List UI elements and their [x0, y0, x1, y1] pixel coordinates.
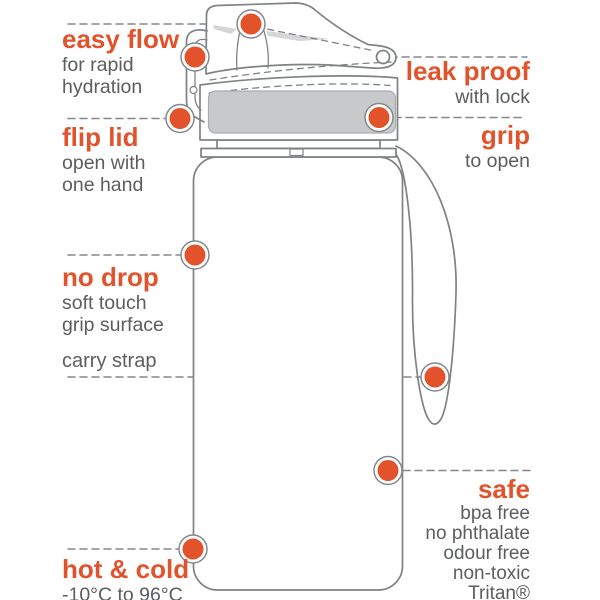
callout-dot-flip-lid — [166, 105, 194, 133]
hinge-pin — [377, 51, 390, 64]
neck-tab — [290, 149, 303, 156]
flip-lid-line-1: open with — [62, 152, 146, 174]
hot-cold-title: hot & cold — [62, 554, 190, 584]
neck-ring-upper — [217, 140, 380, 149]
callout-safe — [425, 474, 530, 600]
grip-title: grip — [480, 120, 530, 150]
safe-title: safe — [477, 474, 530, 504]
easy-flow-line-2: hydration — [62, 76, 143, 98]
callout-dot-leak-proof — [181, 43, 209, 71]
easy-flow-line-1: for rapid — [62, 54, 134, 76]
callout-easy-flow — [62, 24, 179, 98]
callout-dot-safe — [374, 457, 402, 485]
easy-flow-title: easy flow — [62, 24, 180, 54]
no-drop-line-1: soft touch — [62, 292, 147, 314]
leak-proof-title: leak proof — [405, 56, 530, 86]
flip-lid-line-2: one hand — [62, 174, 144, 196]
callout-dot-no-drop — [181, 241, 209, 269]
callout-carry-strap — [62, 350, 156, 372]
safe-line-3: odour free — [443, 543, 530, 564]
safe-line-2: no phthalate — [425, 523, 530, 544]
safe-line-1: bpa free — [460, 503, 530, 524]
leak-proof-line-1: with lock — [455, 86, 530, 108]
flip-lid-title: flip lid — [62, 122, 139, 152]
safe-line-5: Tritan® — [468, 583, 530, 600]
callout-flip-lid — [62, 122, 145, 196]
latch-pivot — [190, 87, 197, 94]
no-drop-title: no drop — [62, 262, 159, 292]
callout-dot-easy-flow — [237, 10, 265, 38]
safe-line-4: non-toxic — [452, 563, 530, 584]
callout-leak-proof — [406, 56, 530, 108]
callout-hot-cold — [62, 554, 189, 600]
callout-dot-carry-strap — [421, 363, 449, 391]
grip-line-1: to open — [464, 150, 530, 172]
callout-no-drop — [62, 262, 164, 336]
callout-grip — [465, 120, 530, 172]
callout-dot-grip — [365, 104, 393, 132]
bottle-body-outline — [194, 157, 403, 590]
carry-strap-label: carry strap — [62, 350, 157, 372]
hot-cold-line-1: -10°C to 96°C — [62, 584, 183, 600]
no-drop-line-2: grip surface — [62, 314, 164, 336]
